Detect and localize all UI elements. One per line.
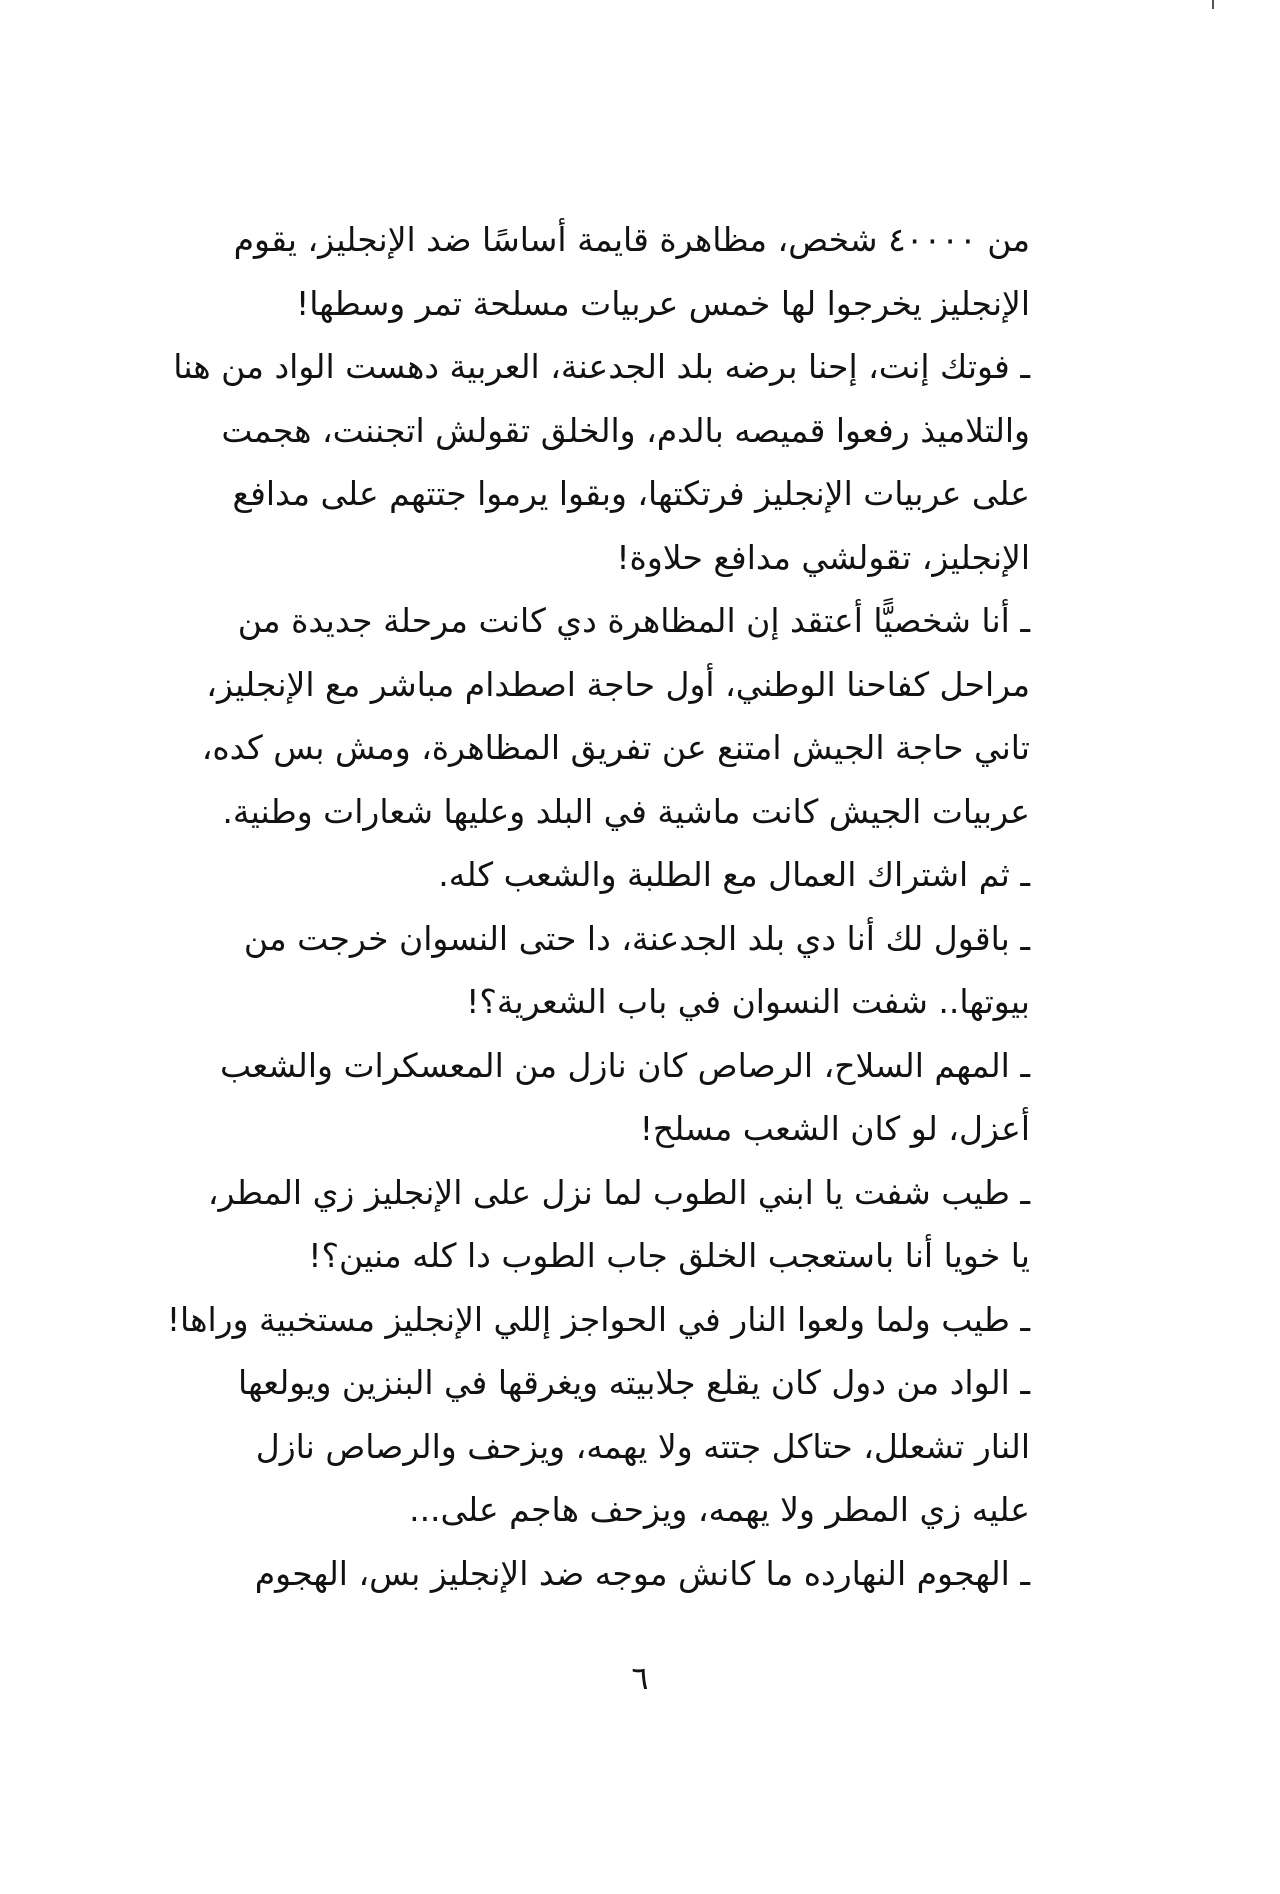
text-line: تاني حاجة الجيش امتنع عن تفريق المظاهرة، ومش بس كده، — [201, 728, 1030, 767]
text-line: مراحل كفاحنا الوطني، أول حاجة اصطدام مباشر مع الإنجليز، — [206, 664, 1030, 704]
text-line: يا خويا أنا باستعجب الخلق جاب الطوب دا كله منين؟! — [308, 1236, 1030, 1275]
text-line: الإنجليز يخرجوا لها خمس عربيات مسلحة تمر وسطها! — [296, 283, 1030, 323]
text-line: ـ ثم اشتراك العمال مع الطلبة والشعب كله. — [438, 855, 1030, 894]
page-edge-tick-mark — [1212, 0, 1214, 9]
text-line: ـ فوتك إنت، إحنا برضه بلد الجدعنة، العربية دهست الواد من هنا — [173, 347, 1030, 386]
text-line: على عربيات الإنجليز فرتكتها، وبقوا يرموا جتتهم على مدافع — [232, 474, 1030, 513]
text-line: من ٤٠٠٠٠ شخص، مظاهرة قايمة أساسًا ضد الإنجليز، يقوم — [233, 220, 1030, 259]
text-line: ـ الواد من دول كان يقلع جلابيته ويغرقها في البنزين ويولعها — [238, 1363, 1030, 1402]
text-line: ـ أنا شخصيًّا أعتقد إن المظاهرة دي كانت مرحلة جديدة من — [237, 601, 1030, 640]
text-line: ـ طيب شفت يا ابني الطوب لما نزل على الإنجليز زي المطر، — [207, 1172, 1030, 1212]
text-line: والتلاميذ رفعوا قميصه بالدم، والخلق تقولش اتجننت، هجمت — [221, 410, 1030, 450]
text-line: عربيات الجيش كانت ماشية في البلد وعليها شعارات وطنية. — [222, 791, 1030, 831]
text-line: الإنجليز، تقولشي مدافع حلاوة! — [616, 537, 1030, 577]
text-line: ـ الهجوم النهارده ما كانش موجه ضد الإنجليز بس، الهجوم — [254, 1553, 1030, 1593]
text-line: بيوتها.. شفت النسوان في باب الشعرية؟! — [466, 982, 1030, 1021]
body-text-block — [166, 208, 1030, 1605]
page-number: ٦ — [631, 1659, 649, 1697]
text-line: ـ المهم السلاح، الرصاص كان نازل من المعسكرات والشعب — [220, 1045, 1030, 1085]
text-line: ـ طيب ولما ولعوا النار في الحواجز إللي الإنجليز مستخبية وراها! — [166, 1299, 1030, 1339]
text-line: أعزل، لو كان الشعب مسلح! — [639, 1109, 1030, 1148]
text-line: ـ باقول لك أنا دي بلد الجدعنة، دا حتى النسوان خرجت من — [243, 918, 1030, 958]
text-line: النار تشعلل، حتاكل جتته ولا يهمه، ويزحف والرصاص نازل — [255, 1426, 1030, 1466]
text-line: عليه زي المطر ولا يهمه، ويزحف هاجم على... — [409, 1490, 1030, 1529]
